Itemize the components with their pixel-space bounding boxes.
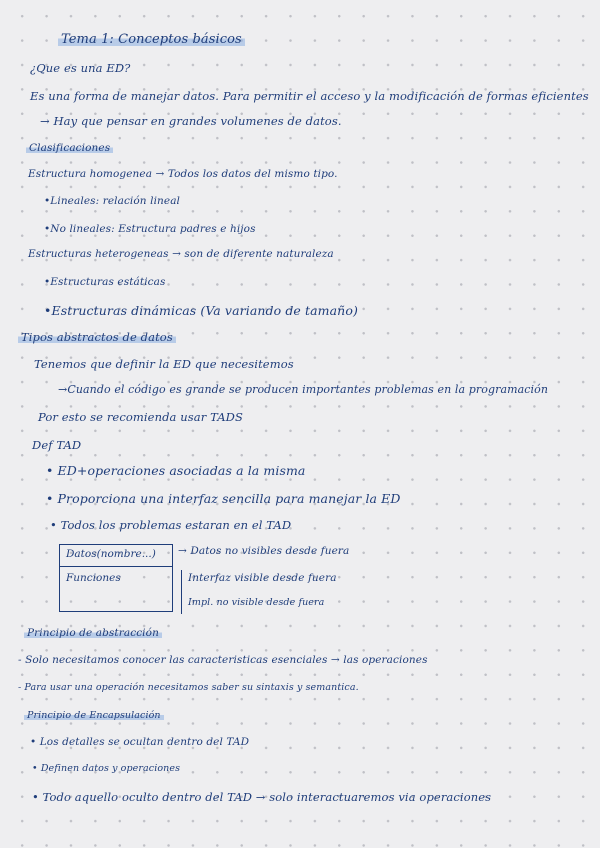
list-item: •Lineales: relación lineal [44,195,181,207]
text-line: - Solo necesitamos conocer las caracteristicas esenciales → las operaciones [18,654,428,666]
list-item: •Estructuras estáticas [44,276,166,288]
tad-box-header: Datos(nombre...) [60,545,172,567]
text-line: Estructura homogenea → Todos los datos del mismo tipo. [28,168,338,180]
tad-annotation: → Datos no visibles desde fuera [178,545,350,557]
heading-def-tad: Def TAD [32,438,82,452]
list-item: • ED+operaciones asociadas a la misma [46,463,306,478]
text-line: →Cuando el código es grande se producen importantes problemas en la programación [58,383,549,396]
list-item: • Definen datos y operaciones [32,763,181,774]
heading-que-es-ed: ¿Que es una ED? [30,61,131,75]
tad-box-body: Funciones [66,572,121,584]
page-title: Tema 1: Conceptos básicos [58,32,245,47]
heading-tipos-abstractos: Tipos abstractos de datos [18,330,176,344]
text-line: → Hay que pensar en grandes volumenes de datos. [40,114,342,128]
list-item: •No lineales: Estructura padres e hijos [44,223,256,235]
text-line: Estructuras heterogeneas → son de diferente naturaleza [28,248,334,260]
text-line: Es una forma de manejar datos. Para permitir el acceso y la modificación de formas eficientes [30,89,589,103]
list-item: • Todo aquello oculto dentro del TAD → solo interactuaremos via operaciones [32,790,492,804]
list-item: •Estructuras dinámicas (Va variando de tamaño) [44,303,358,318]
heading-principio-encapsulacion: Principio de Encapsulación [24,710,164,721]
tad-annotation: Interfaz visible desde fuera [188,572,337,584]
text-line: Por esto se recomienda usar TADS [38,410,243,424]
list-item: • Todos los problemas estaran en el TAD [50,518,292,532]
tad-annotation: Impl. no visible desde fuera [188,597,325,608]
heading-clasificaciones: Clasificaciones [26,142,113,154]
list-item: • Proporciona una interfaz sencilla para manejar la ED [46,491,401,506]
list-item: • Los detalles se ocultan dentro del TAD [30,736,250,748]
text-line: Tenemos que definir la ED que necesitemos [34,357,294,371]
text-line: - Para usar una operación necesitamos saber su sintaxis y semantica. [18,682,359,693]
heading-principio-abstraccion: Principio de abstracción [24,627,162,639]
bracket-line [181,570,182,614]
tad-diagram-box [59,544,173,612]
